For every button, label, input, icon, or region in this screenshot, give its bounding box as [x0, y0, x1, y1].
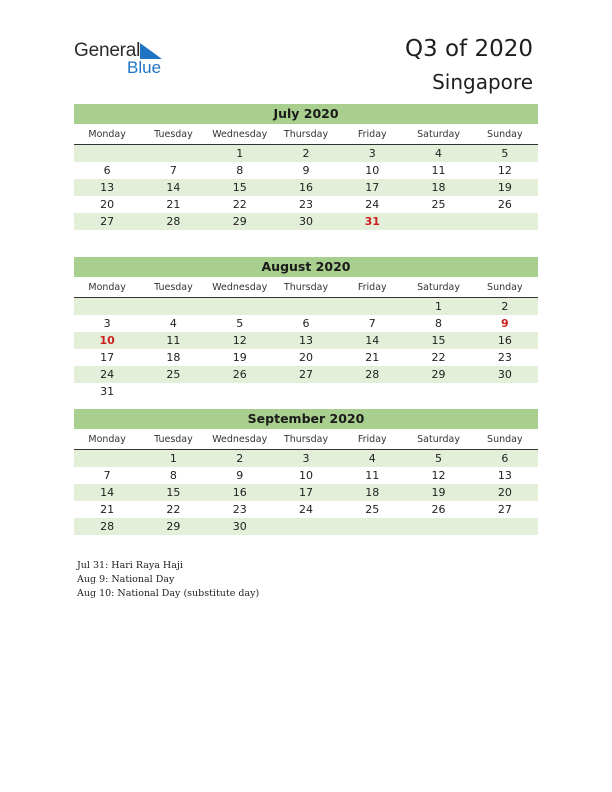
- week-row: [74, 315, 538, 332]
- day-cell: [339, 298, 405, 315]
- weekday-header-row: [74, 280, 538, 298]
- weekday-label: Monday: [88, 129, 126, 140]
- day-cell: [74, 450, 140, 467]
- day-cell: 9: [302, 164, 310, 177]
- day-cell: 1: [435, 300, 443, 313]
- day-cell: [74, 145, 140, 162]
- day-cell: 15: [166, 486, 181, 499]
- day-cell: 12: [497, 164, 512, 177]
- day-cell: [207, 298, 273, 315]
- day-cell: 4: [368, 452, 376, 465]
- week-row: [74, 366, 538, 383]
- day-cell: [472, 213, 538, 230]
- day-cell: 21: [100, 503, 115, 516]
- day-cell: [405, 518, 471, 535]
- day-cell: [140, 145, 206, 162]
- day-cell: 2: [501, 300, 509, 313]
- weekday-label: Friday: [357, 282, 387, 293]
- day-cell: 18: [166, 351, 181, 364]
- day-cell: 14: [166, 181, 181, 194]
- holiday-note: Aug 10: National Day (substitute day): [77, 588, 260, 599]
- day-cell: 22: [166, 503, 181, 516]
- day-cell: 27: [100, 215, 115, 228]
- day-cell: [74, 298, 140, 315]
- day-cell: 18: [365, 486, 380, 499]
- weekday-header-row: [74, 432, 538, 450]
- week-row: [74, 450, 538, 467]
- day-cell: [140, 298, 206, 315]
- day-cell: 23: [232, 503, 247, 516]
- day-cell: 7: [169, 164, 177, 177]
- month-header: July 2020: [74, 104, 538, 124]
- week-row: [74, 162, 538, 179]
- holiday-notes: [77, 559, 259, 601]
- month-block: [74, 257, 538, 400]
- day-cell: 12: [431, 469, 446, 482]
- weekday-label: Monday: [88, 434, 126, 445]
- day-cell: 14: [100, 486, 115, 499]
- holiday-day-cell: 31: [364, 215, 380, 228]
- day-cell: 23: [298, 198, 313, 211]
- day-cell: 15: [232, 181, 247, 194]
- day-cell: [273, 383, 339, 400]
- day-cell: [207, 383, 273, 400]
- week-row: [74, 298, 538, 315]
- week-row: [74, 213, 538, 230]
- weekday-label: Friday: [357, 129, 387, 140]
- week-row: [74, 501, 538, 518]
- day-cell: 3: [368, 147, 376, 160]
- day-cell: 5: [501, 147, 509, 160]
- day-cell: 25: [431, 198, 446, 211]
- month-block: [74, 104, 538, 230]
- day-cell: 6: [103, 164, 111, 177]
- day-cell: 5: [236, 317, 244, 330]
- day-cell: 1: [236, 147, 244, 160]
- page-subtitle: Singapore: [432, 70, 533, 94]
- day-cell: 11: [365, 469, 380, 482]
- holiday-note: Aug 9: National Day: [77, 574, 175, 585]
- day-cell: 8: [169, 469, 177, 482]
- day-cell: 8: [236, 164, 244, 177]
- weekday-label: Saturday: [417, 129, 460, 140]
- day-cell: [140, 383, 206, 400]
- weekday-label: Thursday: [283, 282, 329, 293]
- day-cell: 7: [103, 469, 111, 482]
- day-cell: 16: [497, 334, 512, 347]
- weekday-label: Wednesday: [212, 129, 268, 140]
- day-cell: 3: [103, 317, 111, 330]
- day-cell: 20: [298, 351, 313, 364]
- day-cell: 14: [365, 334, 380, 347]
- week-row: [74, 518, 538, 535]
- weekday-label: Sunday: [487, 129, 523, 140]
- weekday-label: Thursday: [283, 129, 329, 140]
- day-cell: 11: [166, 334, 181, 347]
- week-row: [74, 383, 538, 400]
- day-cell: 2: [236, 452, 244, 465]
- day-cell: 24: [100, 368, 115, 381]
- day-cell: 30: [497, 368, 512, 381]
- day-cell: [405, 383, 471, 400]
- day-cell: 13: [497, 469, 512, 482]
- weekday-label: Friday: [357, 434, 387, 445]
- day-cell: 17: [100, 351, 115, 364]
- week-row: [74, 179, 538, 196]
- day-cell: 6: [302, 317, 310, 330]
- day-cell: 19: [431, 486, 446, 499]
- page-title: Q3 of 2020: [404, 36, 533, 62]
- day-cell: 8: [435, 317, 443, 330]
- weekday-label: Sunday: [487, 282, 523, 293]
- day-cell: 27: [298, 368, 313, 381]
- day-cell: [472, 383, 538, 400]
- day-cell: 25: [166, 368, 181, 381]
- brand-logo: [74, 40, 174, 80]
- day-cell: 16: [232, 486, 247, 499]
- day-cell: [339, 518, 405, 535]
- day-cell: 3: [302, 452, 310, 465]
- holiday-day-cell: 9: [501, 317, 509, 330]
- day-cell: 30: [232, 520, 247, 533]
- weekday-label: Wednesday: [212, 282, 268, 293]
- day-cell: 21: [365, 351, 380, 364]
- month-header: September 2020: [74, 409, 538, 429]
- day-cell: 13: [298, 334, 313, 347]
- day-cell: 4: [169, 317, 177, 330]
- day-cell: 29: [232, 215, 247, 228]
- day-cell: 17: [365, 181, 380, 194]
- day-cell: 6: [501, 452, 509, 465]
- day-cell: 9: [236, 469, 244, 482]
- day-cell: 19: [497, 181, 512, 194]
- day-cell: 30: [298, 215, 313, 228]
- day-cell: 16: [298, 181, 313, 194]
- day-cell: 11: [431, 164, 446, 177]
- day-cell: 27: [497, 503, 512, 516]
- day-cell: 22: [431, 351, 446, 364]
- day-cell: 20: [100, 198, 115, 211]
- weekday-label: Tuesday: [154, 129, 193, 140]
- day-cell: 29: [431, 368, 446, 381]
- week-row: [74, 332, 538, 349]
- week-row: [74, 467, 538, 484]
- day-cell: 23: [497, 351, 512, 364]
- day-cell: 21: [166, 198, 181, 211]
- holiday-day-cell: 10: [99, 334, 115, 347]
- weekday-label: Thursday: [283, 434, 329, 445]
- day-cell: 20: [497, 486, 512, 499]
- weekday-label: Sunday: [487, 434, 523, 445]
- logo-triangle-icon: [140, 43, 162, 59]
- day-cell: 5: [435, 452, 443, 465]
- day-cell: 25: [365, 503, 380, 516]
- week-row: [74, 484, 538, 501]
- week-row: [74, 145, 538, 162]
- day-cell: [339, 383, 405, 400]
- day-cell: 22: [232, 198, 247, 211]
- logo-word-blue: Blue: [127, 58, 162, 77]
- day-cell: [472, 518, 538, 535]
- weekday-label: Saturday: [417, 434, 460, 445]
- day-cell: 29: [166, 520, 181, 533]
- day-cell: [273, 298, 339, 315]
- logo-word-general: General: [74, 40, 141, 61]
- day-cell: 28: [166, 215, 181, 228]
- day-cell: 28: [365, 368, 380, 381]
- week-row: [74, 349, 538, 366]
- day-cell: 19: [232, 351, 247, 364]
- day-cell: 26: [232, 368, 247, 381]
- day-cell: 26: [431, 503, 446, 516]
- day-cell: 10: [298, 469, 313, 482]
- day-cell: 1: [169, 452, 177, 465]
- day-cell: 28: [100, 520, 115, 533]
- weekday-label: Monday: [88, 282, 126, 293]
- day-cell: 17: [298, 486, 313, 499]
- weekday-label: Saturday: [417, 282, 460, 293]
- day-cell: 26: [497, 198, 512, 211]
- day-cell: [273, 518, 339, 535]
- day-cell: 10: [365, 164, 380, 177]
- day-cell: 2: [302, 147, 310, 160]
- month-block: [74, 409, 538, 535]
- weekday-header-row: [74, 127, 538, 145]
- weekday-label: Wednesday: [212, 434, 268, 445]
- day-cell: 24: [298, 503, 313, 516]
- day-cell: 24: [365, 198, 380, 211]
- month-header: August 2020: [74, 257, 538, 277]
- day-cell: 13: [100, 181, 115, 194]
- day-cell: 31: [100, 385, 115, 398]
- holiday-note: Jul 31: Hari Raya Haji: [77, 560, 183, 571]
- day-cell: 7: [368, 317, 376, 330]
- weekday-label: Tuesday: [154, 282, 193, 293]
- day-cell: 18: [431, 181, 446, 194]
- day-cell: 12: [232, 334, 247, 347]
- weekday-label: Tuesday: [154, 434, 193, 445]
- day-cell: [405, 213, 471, 230]
- week-row: [74, 196, 538, 213]
- day-cell: 4: [435, 147, 443, 160]
- day-cell: 15: [431, 334, 446, 347]
